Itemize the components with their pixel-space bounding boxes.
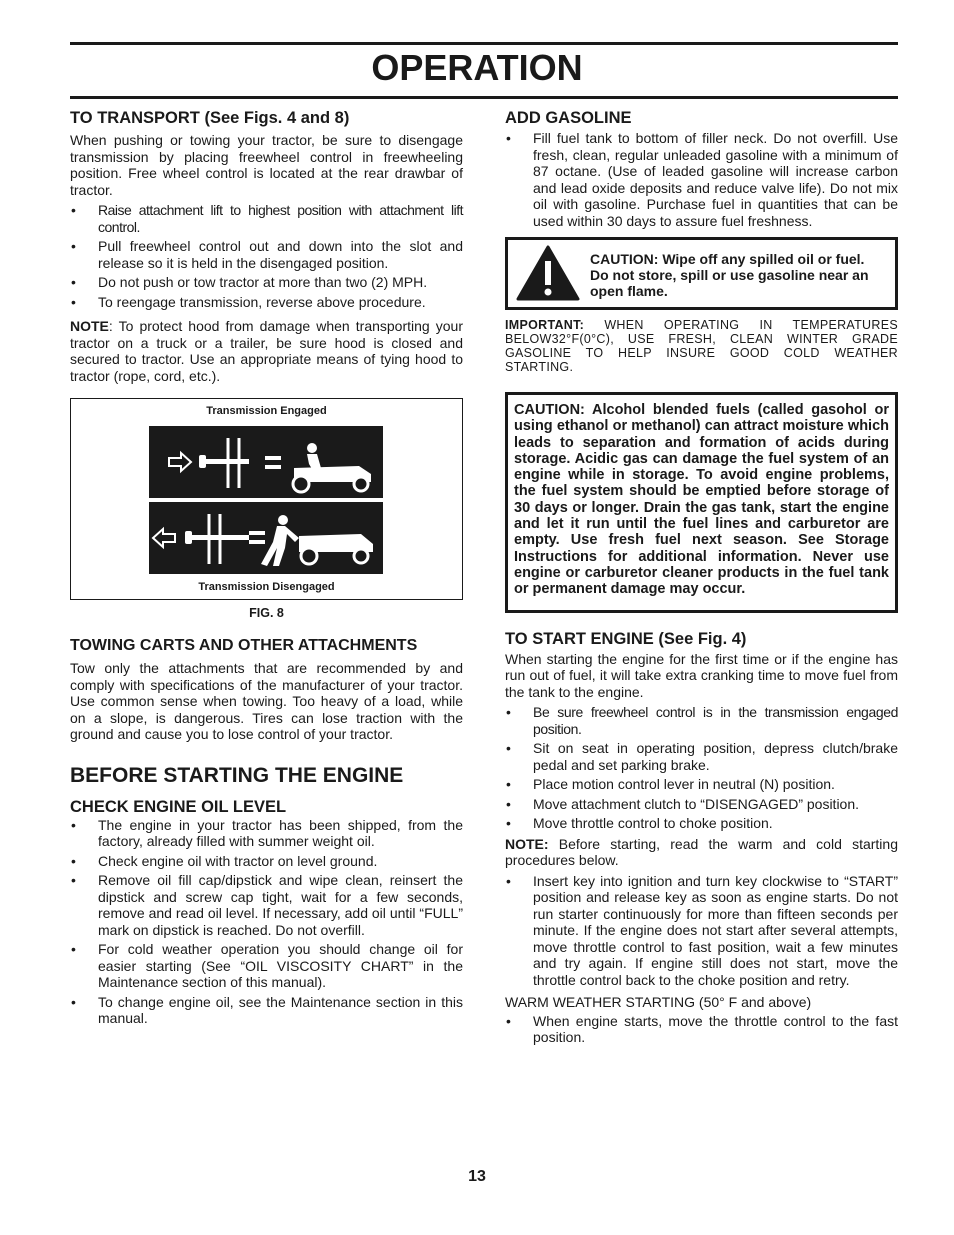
list-item: • Move attachment clutch to “DISENGAGED” position. [505,796,898,813]
list-item: • Pull freewheel control out and down into the slot and release so it is held in the disengaged position. [70,238,463,271]
left-column [70,108,463,1031]
start-engine-heading: TO START ENGINE (See Fig. 4) [505,629,747,648]
transport-heading: TO TRANSPORT (See Figs. 4 and 8) [70,109,350,127]
warm-weather-heading: WARM WEATHER STARTING (50° F and above) [505,994,812,1011]
list-item: • To reengage transmission, reverse above procedure. [70,294,463,311]
caution-text-spill: CAUTION: Wipe off any spilled oil or fuel. Do not store, spill or use gasoline near an open flame. [590,251,869,299]
list-item: • Insert key into ignition and turn key clockwise to “START” position and release key as soon as engine starts. Do not run starter continuously for more than fifteen seconds per minute. If the engine does not start after several attempts, move throttle control to fast position, wait a few minutes and try again. If engine still does not start, move the throttle control back to the choke position and retry. [505,873,898,989]
note-text: Before starting, read the warm and cold starting procedures below. [505,835,898,869]
right-column [505,108,898,1050]
start-intro: When starting the engine for the first time or if the engine has run out of fuel, it will take extra cranking time to move fuel from the tank to the engine. [505,650,898,700]
page-title: OPERATION [371,47,583,88]
list-item: • Be sure freewheel control is in the transmission engaged position. [505,704,898,737]
list-item: • To change engine oil, see the Maintenance section in this manual. [70,994,463,1027]
list-item: • Raise attachment lift to highest position with attachment lift control. [70,202,463,235]
note-text: : To protect hood from damage when transporting your tractor on a truck or a trailer, be sure hood is closed and secured to tractor. Use an appropriate means of tying hood to tractor (rope, cord, etc.). [70,318,463,384]
engaged-panel [149,426,383,498]
transport-list [70,202,463,310]
important-text: WHEN OPERATING IN TEMPERATURES BELOW32°F(0°C), USE FRESH, CLEAN WINTER GRADE GASOLINE TO HELP INSURE GOOD COLD WEATHER STARTING. [505,318,898,374]
start-list [505,704,898,832]
gasoline-list [505,130,898,229]
transmission-figure [149,426,383,574]
list-item: • Do not push or tow tractor at more than two (2) MPH. [70,274,463,291]
page-number: 13 [468,1168,486,1185]
caution-box-alcohol: CAUTION: Alcohol blended fuels (called gasohol or using ethanol or methanol) can attract moisture which leads to separation and formation of acids during storage. Acidic gas can damage the fuel system of an engine while in storage. To avoid engine problems, the fuel system should be emptied before storage of 30 days or longer. Drain the gas tank, start the engine and let it run until the fuel lines and carburetor are empty. Use fresh fuel next season. See Storage Instructions for additional information. Never use engine or carburetor cleaner products in the fuel tank or permanent damage may occur. [505,392,898,613]
note-label: NOTE [70,318,109,334]
transport-note [70,318,463,384]
caution-box-spill [505,237,898,310]
figure-label: FIG. 8 [249,606,284,620]
oil-heading: CHECK ENGINE OIL LEVEL [70,797,287,816]
figure-caption-engaged: Transmission Engaged [206,405,327,417]
warm-weather-list [505,1013,898,1046]
towing-text: Tow only the attachments that are recommended by and comply with specifications of the manufacturer of your tractor. Use common sense when towing. Too heavy of a load, while on a slope, is dangerous. Tires can lose traction with the ground and cause you to lose control of your tractor. [70,660,463,742]
list-item: • When engine starts, move the throttle control to the fast position. [505,1013,898,1046]
figure-8 [70,398,463,600]
transport-intro: When pushing or towing your tractor, be sure to disengage transmission by placing freewheel control in freewheeling position. Free wheel control is located at the rear drawbar of tractor. [70,132,463,198]
title-underline [70,96,898,99]
list-item: • Sit on seat in operating position, depress clutch/brake pedal and set parking brake. [505,740,898,773]
top-rule [70,42,898,45]
important-label: IMPORTANT: [505,318,585,332]
before-starting-heading: BEFORE STARTING THE ENGINE [70,763,404,787]
list-item: • The engine in your tractor has been shipped, from the factory, already filled with summer weight oil. [70,817,463,850]
towing-heading: TOWING CARTS AND OTHER ATTACHMENTS [70,637,418,654]
list-item: • Remove oil fill cap/dipstick and wipe clean, reinsert the dipstick and screw cap tight, wait for a few seconds, remove and read oil level. If necessary, add oil until “FULL” mark on dipstick is reached. Do not overfill. [70,872,463,938]
warning-icon [516,245,580,301]
list-item: • Move throttle control to choke position. [505,815,898,832]
list-item: • Fill fuel tank to bottom of filler neck. Do not overfill. Use fresh, clean, regular unleaded gasoline with a minimum of 87 octane. (Use of leaded gasoline will increase carbon and lead oxide deposits and reduce valve life). Do not mix oil with gasoline. Purchase fuel in quantities that can be used within 30 days to assure fuel freshness. [505,130,898,229]
list-item: • Check engine oil with tractor on level ground. [70,853,463,870]
list-item: • Place motion control lever in neutral (N) position. [505,776,898,793]
gasoline-heading: ADD GASOLINE [505,109,632,127]
figure-caption-disengaged: Transmission Disengaged [198,581,335,593]
important-note [505,318,898,374]
start-list-2 [505,873,898,989]
oil-list [70,817,463,1027]
start-note [505,836,898,869]
list-item: • For cold weather operation you should change oil for easier starting (See “OIL VISCOSITY CHART” in the Maintenance section of this manual). [70,941,463,991]
note-label: NOTE: [505,835,549,852]
